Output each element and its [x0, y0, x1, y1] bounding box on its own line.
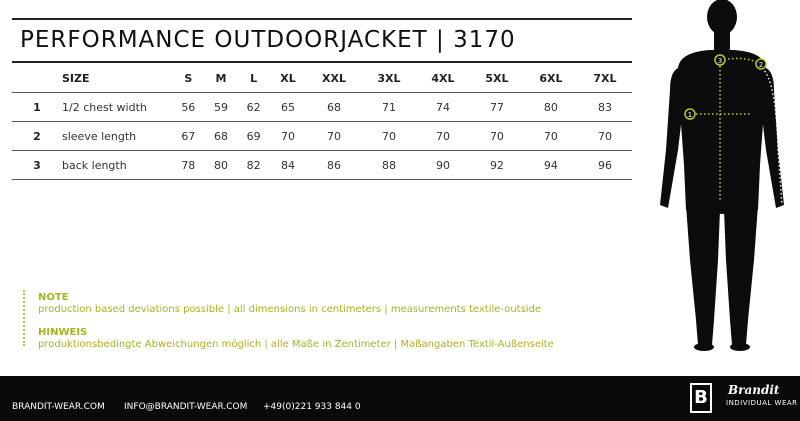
size-header: XL [280, 71, 296, 85]
table-cell: 70 [578, 122, 632, 151]
table-cell: 70 [270, 122, 306, 151]
size-header: 5XL [485, 71, 509, 85]
size-header: XXL [322, 71, 347, 85]
table-cell: 67 [172, 122, 205, 151]
title-top-rule [12, 18, 632, 20]
marker-1 [685, 109, 695, 119]
brand-logo-wordmark: Brandit [728, 383, 780, 397]
size-header: M [215, 71, 227, 85]
table-cell: 88 [362, 151, 416, 180]
table-cell: 77 [470, 93, 524, 122]
size-header-label: SIZE [62, 71, 90, 85]
table-cell: 70 [524, 122, 578, 151]
marker-3 [715, 55, 725, 65]
table-cell: 84 [270, 151, 306, 180]
footer-website-link[interactable]: BRANDIT-WEAR.COM [12, 402, 105, 412]
table-cell: 56 [172, 93, 205, 122]
table-cell: 65 [270, 93, 306, 122]
size-table [12, 64, 632, 180]
brand-logo-icon: B [690, 383, 712, 413]
table-cell: 82 [237, 151, 270, 180]
marker-3-label: 3 [717, 57, 723, 65]
row-number: 1 [12, 93, 62, 122]
table-cell: 70 [362, 122, 416, 151]
note-de [38, 327, 554, 351]
row-number: 3 [12, 151, 62, 180]
table-cell: 68 [205, 122, 238, 151]
body-silhouette-figure [640, 0, 800, 376]
note-en [38, 292, 541, 316]
table-cell: 62 [237, 93, 270, 122]
row-label: 1/2 chest width [62, 93, 172, 122]
table-cell: 96 [578, 151, 632, 180]
table-cell: 90 [416, 151, 470, 180]
row-label: back length [62, 151, 172, 180]
table-cell: 70 [470, 122, 524, 151]
table-cell: 80 [205, 151, 238, 180]
table-cell: 59 [205, 93, 238, 122]
table-cell: 94 [524, 151, 578, 180]
size-header: 3XL [377, 71, 401, 85]
table-cell: 68 [306, 93, 362, 122]
row-number-header [12, 64, 62, 93]
footer-bar [0, 376, 800, 421]
size-header: 4XL [431, 71, 455, 85]
silhouette-body [660, 0, 784, 351]
note-de-text: produktionsbedingte Abweichungen möglich | alle Maße in Zentimeter | Maßangaben Textil-Außenseite [38, 339, 554, 350]
table-cell: 70 [416, 122, 470, 151]
title-bottom-rule [12, 61, 632, 63]
table-cell: 92 [470, 151, 524, 180]
note-accent-line [23, 290, 25, 346]
marker-2 [756, 59, 766, 69]
table-cell: 86 [306, 151, 362, 180]
brand-logo-tagline: INDIVIDUAL WEAR [726, 399, 798, 407]
table-row [12, 151, 632, 180]
footer-phone: +49(0)221 933 844 0 [263, 402, 361, 412]
marker-1-label: 1 [687, 111, 693, 119]
size-header: S [184, 71, 193, 85]
table-cell: 78 [172, 151, 205, 180]
table-cell: 71 [362, 93, 416, 122]
note-en-heading: NOTE [38, 292, 69, 303]
size-header: L [250, 71, 258, 85]
size-header-row [12, 64, 632, 93]
table-cell: 80 [524, 93, 578, 122]
row-number: 2 [12, 122, 62, 151]
size-header: 7XL [593, 71, 617, 85]
row-label: sleeve length [62, 122, 172, 151]
footer-email-link[interactable]: INFO@BRANDIT-WEAR.COM [124, 402, 248, 412]
page-title: PERFORMANCE OUTDOORJACKET | 3170 [20, 27, 516, 53]
note-de-heading: HINWEIS [38, 327, 88, 338]
size-header: 6XL [539, 71, 563, 85]
table-row [12, 93, 632, 122]
table-row [12, 122, 632, 151]
marker-2-label: 2 [758, 61, 764, 69]
table-cell: 83 [578, 93, 632, 122]
note-en-text: production based deviations possible | all dimensions in centimeters | measurements textile-outside [38, 304, 542, 315]
table-cell: 74 [416, 93, 470, 122]
table-cell: 69 [237, 122, 270, 151]
table-cell: 70 [306, 122, 362, 151]
